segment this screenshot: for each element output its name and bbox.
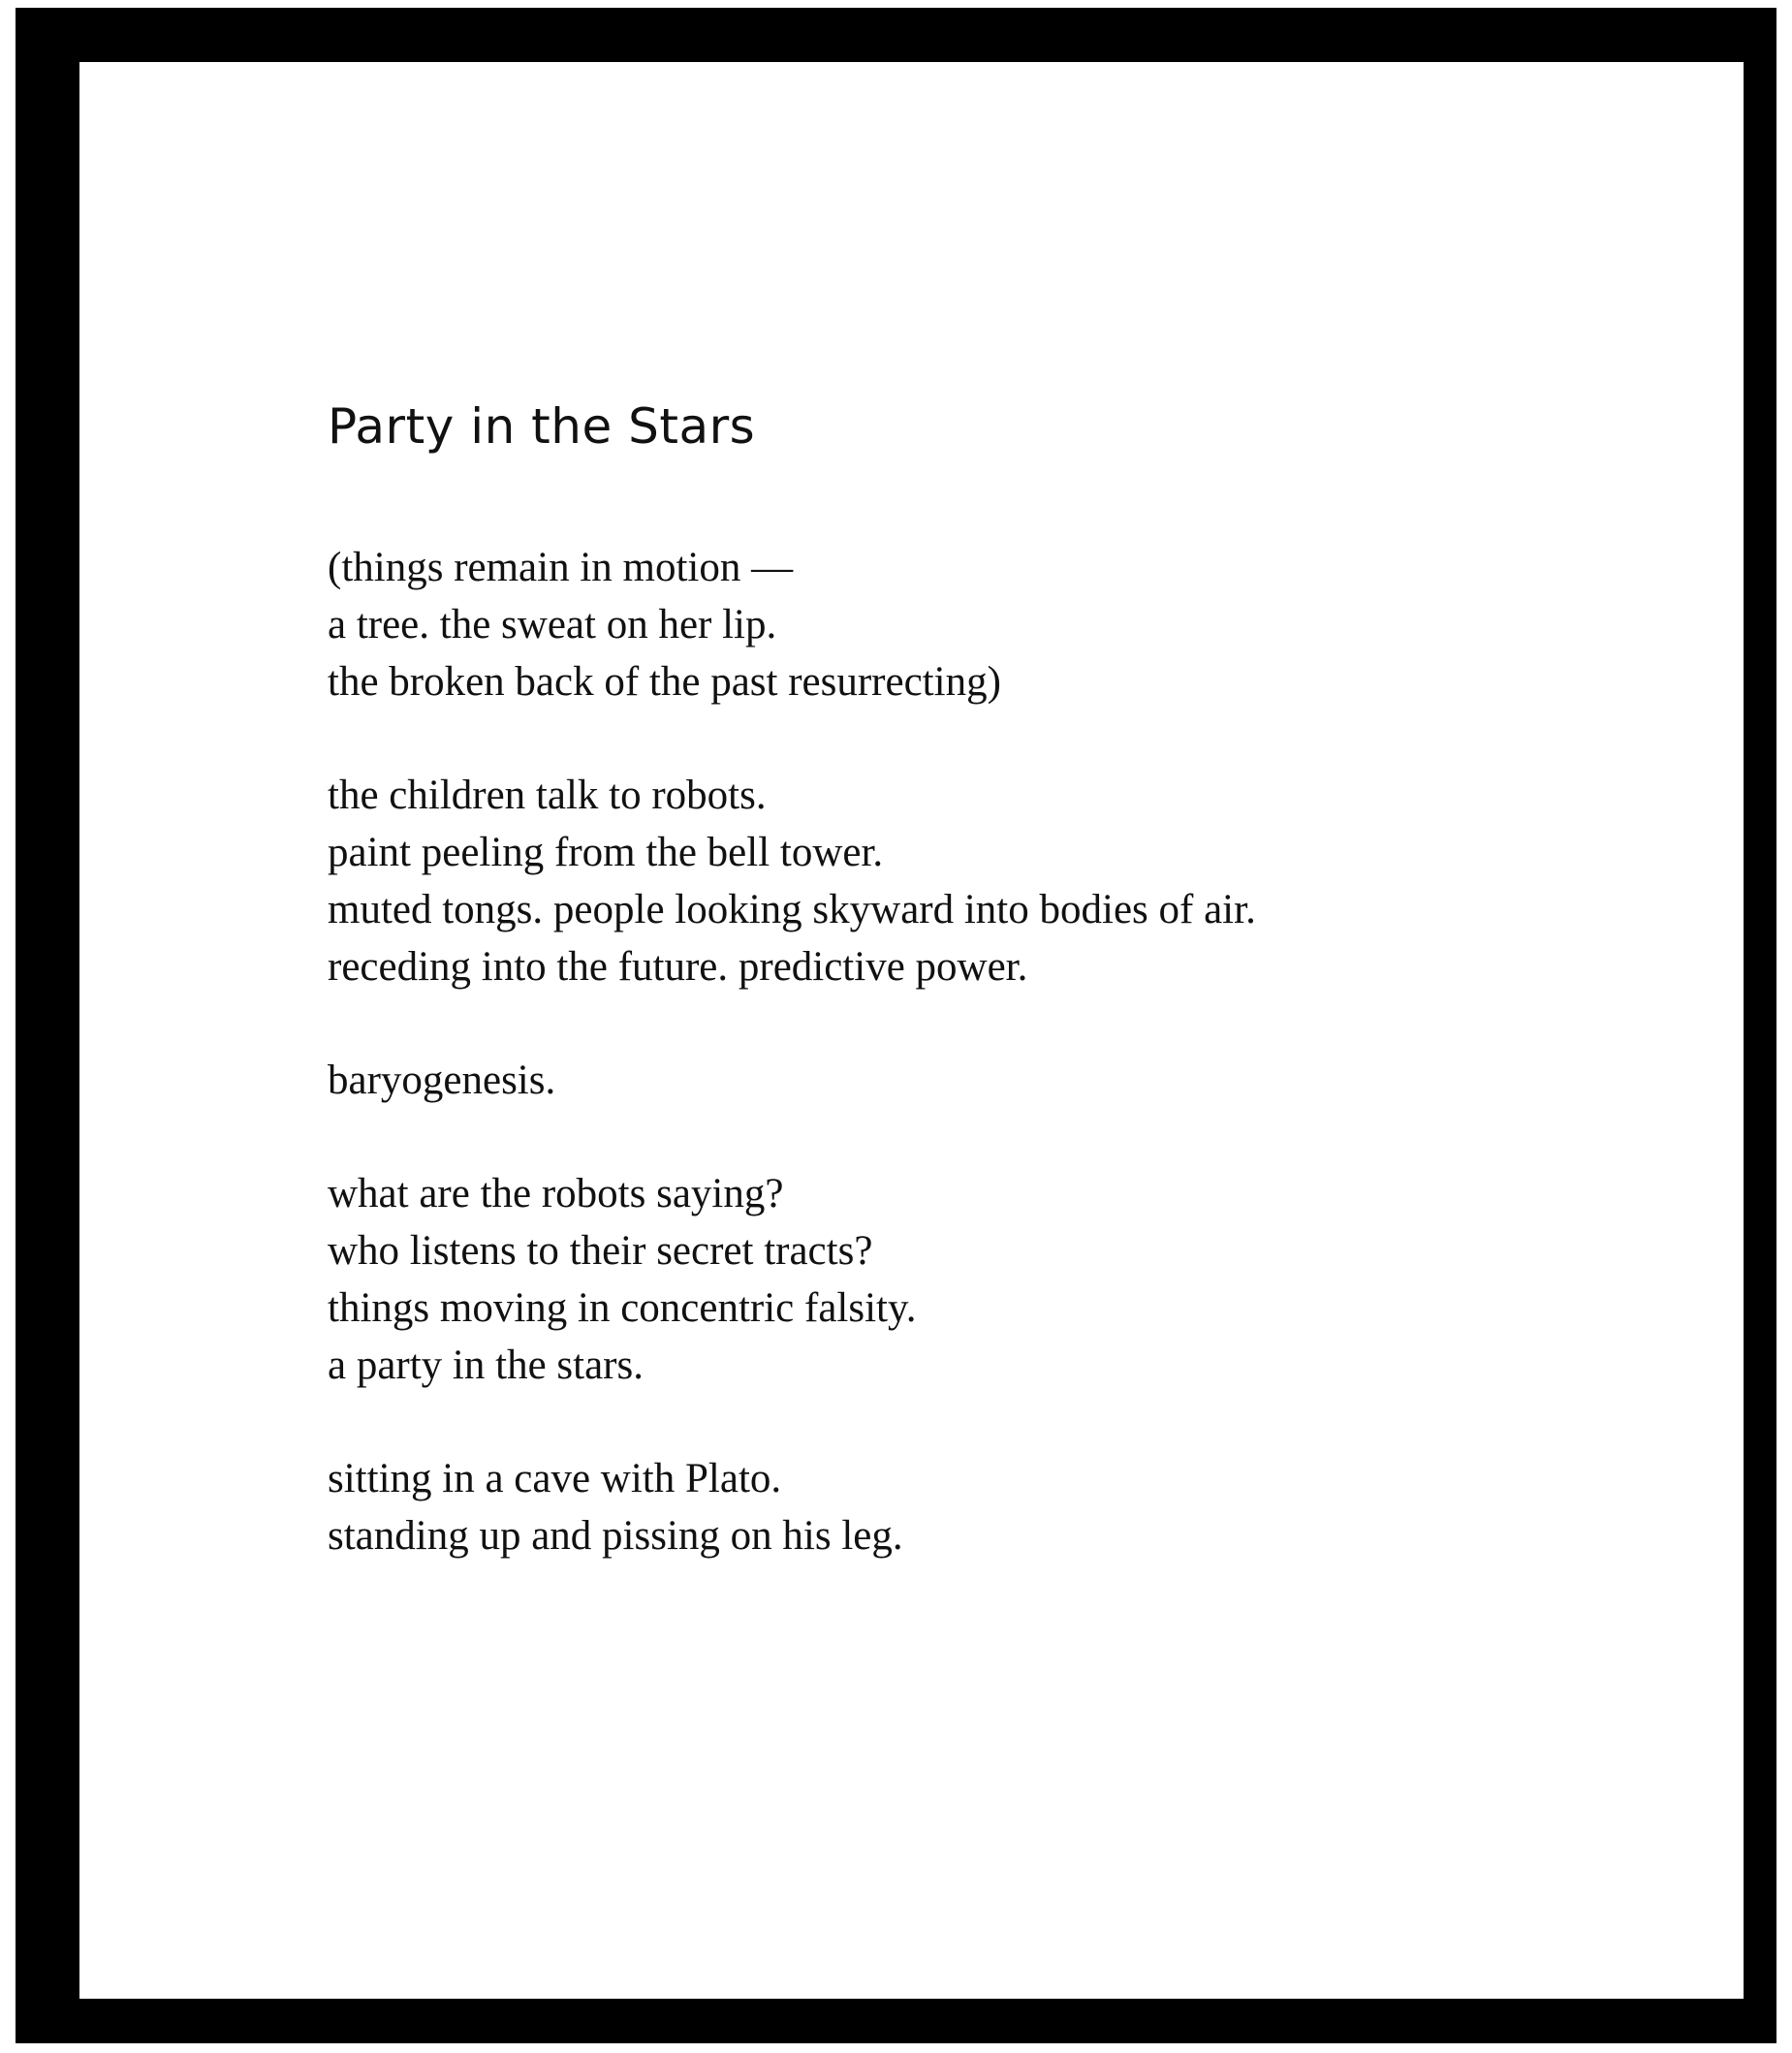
stanza-2 (328, 767, 1491, 995)
poem-line: (things remain in motion — (328, 545, 794, 590)
stanza-4 (328, 1165, 1491, 1394)
poem (328, 397, 1491, 1621)
poem-line: a tree. the sweat on her lip. (328, 602, 777, 647)
poem-line: things moving in concentric falsity. (328, 1285, 917, 1331)
stanza-5 (328, 1450, 1491, 1564)
poem-line: paint peeling from the bell tower. (328, 830, 884, 875)
poem-line: a party in the stars. (328, 1342, 644, 1388)
poem-line: baryogenesis. (328, 1058, 556, 1103)
poem-line: receding into the future. predictive power. (328, 944, 1028, 990)
stanza-1 (328, 539, 1491, 711)
poem-line: sitting in a cave with Plato. (328, 1456, 782, 1501)
poem-line: what are the robots saying? (328, 1171, 784, 1216)
poem-title: Party in the Stars (328, 398, 756, 455)
poem-line: muted tongs. people looking skyward into bodies of air. (328, 887, 1256, 932)
poem-line: the broken back of the past resurrecting) (328, 659, 1001, 705)
poem-line: the children talk to robots. (328, 773, 767, 818)
stanza-3 (328, 1052, 1491, 1109)
poem-line: standing up and pissing on his leg. (328, 1513, 903, 1559)
poem-line: who listens to their secret tracts? (328, 1228, 873, 1274)
